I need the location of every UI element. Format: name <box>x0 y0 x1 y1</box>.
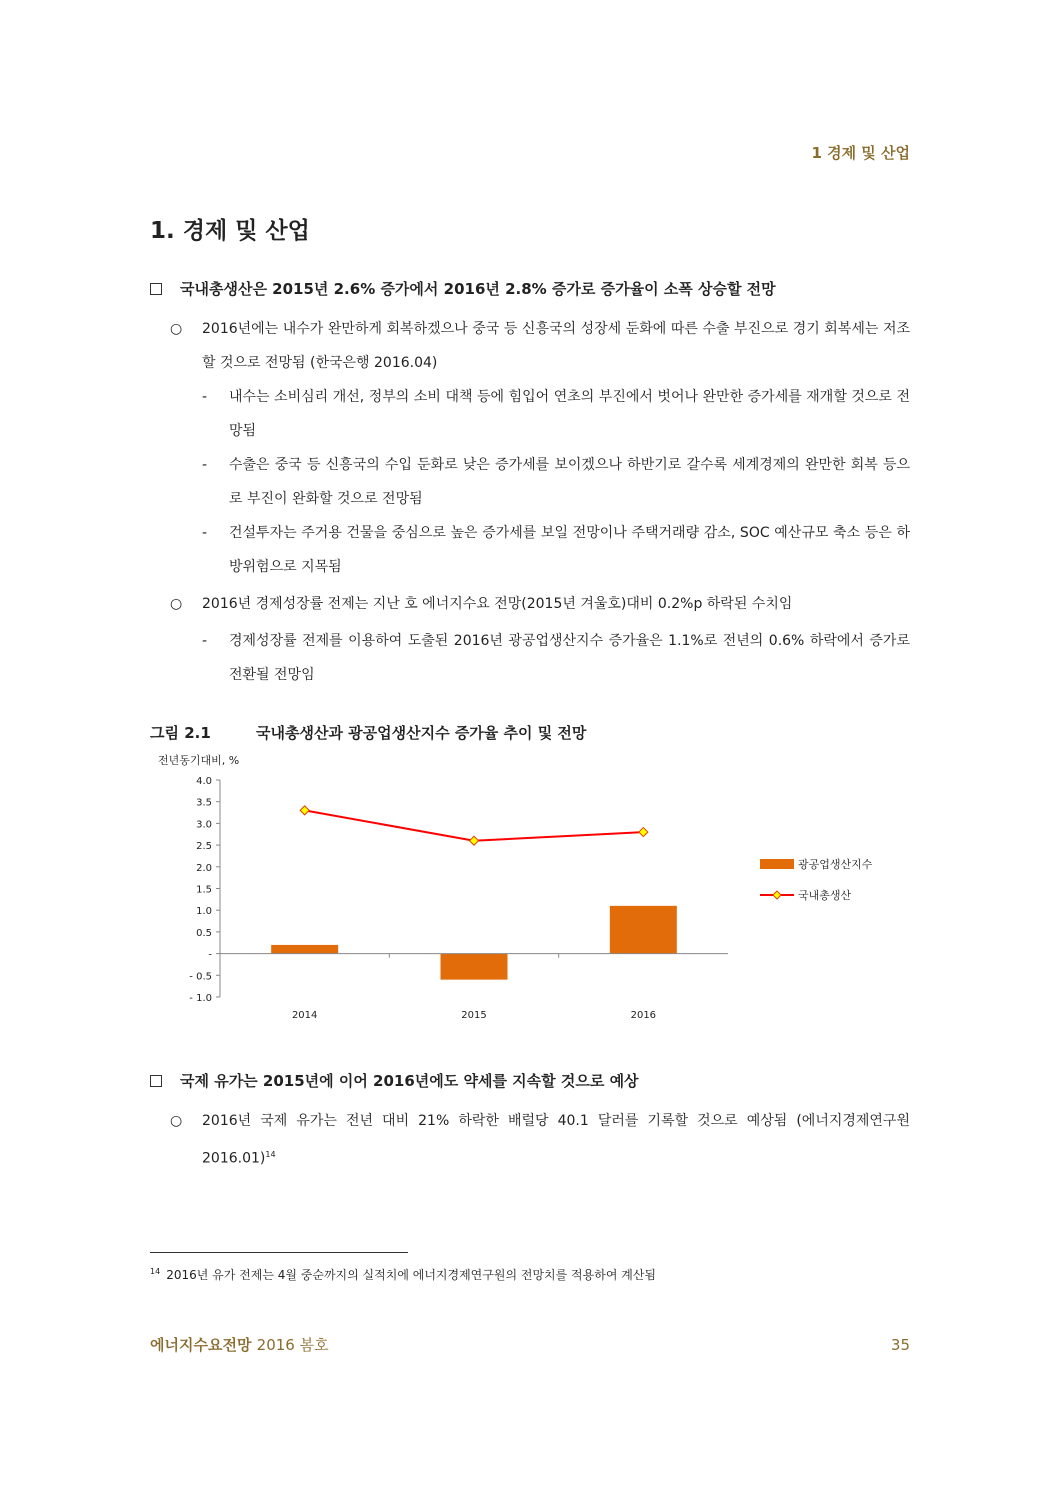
x-tick-label: 2015 <box>461 1010 487 1021</box>
footer-publication-name: 에너지수요전망 <box>150 1336 252 1354</box>
bar <box>610 906 677 954</box>
figure-number: 그림 2.1 <box>150 724 211 742</box>
bar-series <box>271 906 677 980</box>
line-series <box>300 806 648 845</box>
y-tick-label: - <box>208 949 212 961</box>
circle-bullet-icon: ○ <box>170 321 183 337</box>
heading-gdp <box>150 278 776 299</box>
bullet-item <box>170 587 910 621</box>
checkbox-square-icon <box>150 1075 162 1087</box>
heading-gdp-text: 국내총생산은 2015년 2.6% 증가에서 2016년 2.8% 증가로 증가율이 소폭 상승할 전망 <box>180 280 776 298</box>
footnote-text: 2016년 유가 전제는 4월 중순까지의 실적치에 에너지경제연구원의 전망치를 적용하여 계산됨 <box>166 1268 657 1282</box>
bar <box>271 945 338 954</box>
bullet-item <box>170 1104 910 1176</box>
y-tick-label: - 0.5 <box>189 971 212 983</box>
dash-bullet-icon: - <box>202 525 208 541</box>
y-tick-label: 3.5 <box>196 797 212 809</box>
bullet-text <box>202 1104 910 1176</box>
bullet-text: 2016년에는 내수가 완만하게 회복하겠으나 중국 등 신흥국의 성장세 둔화에 따른 수출 부진으로 경기 회복세는 저조할 것으로 전망됨 (한국은행 2016.04) <box>202 321 910 371</box>
dash-bullet-icon: - <box>202 457 208 473</box>
bullet-text: 2016년 경제성장률 전제는 지난 호 에너지수요 전망(2015년 겨울호)대비 0.2%p 하락된 수치임 <box>202 596 793 612</box>
y-tick-label: 1.0 <box>196 906 212 918</box>
gdp-industrial-production-chart <box>150 748 910 1038</box>
sub-bullet-item <box>202 516 910 584</box>
running-head: 1 경제 및 산업 <box>811 144 910 162</box>
line-point <box>300 806 309 815</box>
sub-bullet-item <box>202 380 910 448</box>
line-point <box>639 828 648 837</box>
dash-bullet-icon: - <box>202 389 208 405</box>
y-tick-label: 3.0 <box>196 819 212 831</box>
figure-caption <box>150 722 586 743</box>
chart-legend <box>760 857 873 902</box>
sub-bullet-text: 수출은 중국 등 신흥국의 수입 둔화로 낮은 증가세를 보이겠으나 하반기로 갈수록 세계경제의 완만한 회복 등으로 부진이 완화할 것으로 전망됨 <box>229 457 910 507</box>
bar <box>441 954 508 980</box>
legend-marker <box>773 891 781 899</box>
y-axis <box>189 776 220 1004</box>
y-tick-label: 2.5 <box>196 841 212 853</box>
figure-title: 국내총생산과 광공업생산지수 증가율 추이 및 전망 <box>256 724 587 742</box>
section-title: 1. 경제 및 산업 <box>150 218 310 244</box>
sub-bullet-item <box>202 624 910 692</box>
y-tick-label: 1.5 <box>196 884 212 896</box>
sub-bullet-text: 내수는 소비심리 개선, 정부의 소비 대책 등에 힘입어 연초의 부진에서 벗어나 완만한 증가세를 재개할 것으로 전망됨 <box>229 389 910 439</box>
bullet-text-body: 2016년 국제 유가는 전년 대비 21% 하락한 배럴당 40.1 달러를 기록할 것으로 예상됨 (에너지경제연구원 2016.01) <box>202 1113 910 1167</box>
y-tick-label: 4.0 <box>196 776 212 787</box>
dash-bullet-icon: - <box>202 633 208 649</box>
legend-label: 국내총생산 <box>798 889 852 902</box>
y-tick-label: 2.0 <box>196 862 212 874</box>
x-tick-label: 2016 <box>630 1010 657 1021</box>
circle-bullet-icon: ○ <box>170 596 183 612</box>
line-point <box>470 836 479 845</box>
x-tick-label: 2014 <box>291 1010 318 1021</box>
legend-swatch-bar <box>760 859 794 869</box>
page-number: 35 <box>890 1336 910 1354</box>
circle-bullet-icon: ○ <box>170 1113 183 1129</box>
bullet-item <box>170 312 910 380</box>
heading-oil <box>150 1070 639 1091</box>
legend-label: 광공업생산지수 <box>798 858 873 871</box>
y-axis-label: 전년동기대비, % <box>158 754 240 767</box>
footnote-ref[interactable]: 14 <box>265 1150 276 1159</box>
sub-bullet-text: 경제성장률 전제를 이용하여 도출된 2016년 광공업생산지수 증가율은 1.1%로 전년의 0.6% 하락에서 증가로 전환될 전망임 <box>229 633 910 683</box>
heading-oil-text: 국제 유가는 2015년에 이어 2016년에도 약세를 지속할 것으로 예상 <box>180 1072 639 1090</box>
footnote <box>150 1266 656 1283</box>
footer-publication <box>150 1334 329 1355</box>
footnote-rule <box>150 1252 408 1253</box>
y-tick-label: - 1.0 <box>189 993 212 1004</box>
sub-bullet-text: 건설투자는 주거용 건물을 중심으로 높은 증가세를 보일 전망이나 주택거래량 감소, SOC 예산규모 축소 등은 하방위험으로 지목됨 <box>229 525 910 575</box>
checkbox-square-icon <box>150 283 162 295</box>
y-tick-label: 0.5 <box>196 927 212 939</box>
footnote-number: 14 <box>150 1267 161 1276</box>
footer-issue: 2016 봄호 <box>256 1336 329 1354</box>
sub-bullet-item <box>202 448 910 516</box>
